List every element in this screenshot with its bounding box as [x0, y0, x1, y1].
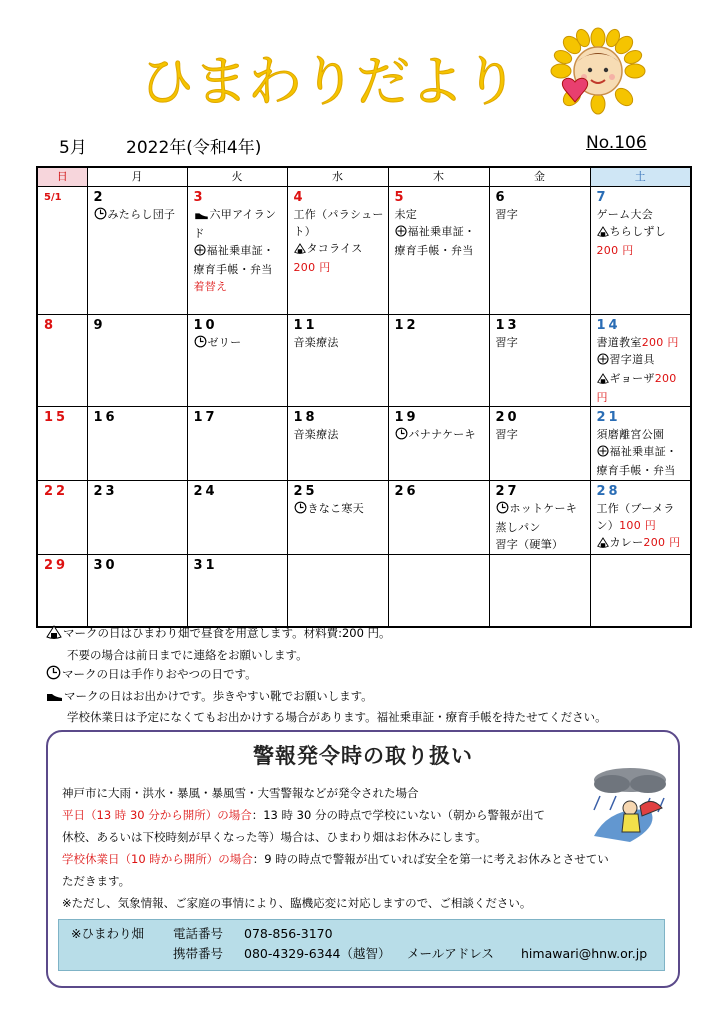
warning-holiday-cont: ただきます。 — [62, 874, 131, 888]
calendar-week-row — [37, 187, 691, 315]
calendar-date: 9 — [93, 318, 106, 333]
weekday-sun: 日 — [37, 167, 87, 187]
weekday-mon: 月 — [87, 167, 187, 187]
calendar-day-cell — [489, 187, 590, 315]
welfare-mark-icon — [194, 244, 206, 261]
calendar-date: 22 — [44, 484, 69, 499]
calendar-date: 21 — [596, 410, 621, 425]
calendar-date: 13 — [495, 318, 520, 333]
calendar-day-cell — [590, 555, 691, 627]
warning-weekday-cont: 休校、あるいは下校時刻が早くなった等）場合は、ひまわり畑はお休みにします。 — [62, 830, 487, 844]
warning-note: ※ただし、気象情報、ご家庭の事情により、臨機応変に対応しますので、ご相談ください。 — [62, 896, 532, 910]
calendar-date: 27 — [495, 484, 520, 499]
calendar-event: タコライス — [294, 240, 385, 259]
calendar-date: 24 — [193, 484, 218, 499]
weekday-wed: 水 — [287, 167, 388, 187]
warning-title: 警報発令時の取り扱い — [253, 744, 473, 768]
contact-panel — [58, 919, 665, 971]
calendar-week-row — [37, 315, 691, 407]
calendar-day-cell — [489, 407, 590, 481]
calendar-week-row — [37, 407, 691, 481]
calendar-day-cell — [388, 481, 489, 555]
calendar-date: 2 — [93, 190, 106, 205]
calendar-day-cell — [187, 555, 287, 627]
calendar-date: 18 — [293, 410, 318, 425]
legend-lunch: マークの日はひまわり畑で昼食を用意します。材料費:200 円。 — [46, 624, 696, 646]
calendar-event: 六甲アイランド — [193, 208, 277, 240]
legend-outing: マークの日はお出かけです。歩きやすい靴でお願いします。 — [46, 687, 696, 709]
calendar-day-cell — [37, 555, 87, 627]
weekday-fri: 金 — [489, 167, 590, 187]
legend-snack: マークの日は手作りおやつの日です。 — [46, 665, 696, 687]
calendar-event: ゼリー — [194, 334, 284, 353]
clock-icon — [94, 207, 107, 225]
calendar-day-cell — [388, 315, 489, 407]
weekday-header-row — [37, 167, 691, 187]
calendar-event: 工作（パラシュート） — [293, 208, 384, 238]
calendar-date: 29 — [44, 558, 69, 573]
calendar-day-cell — [287, 407, 388, 481]
calendar-date: 17 — [193, 410, 218, 425]
warning-weekday: 平日（13 時 30 分から開所）の場合：13 時 30 分の時点で学校にいない（朝から警報が出て — [62, 808, 545, 822]
clock-icon — [194, 335, 207, 353]
calendar-event: 書道教室200 円 — [596, 336, 679, 349]
calendar-day-cell — [287, 555, 388, 627]
clock-icon — [496, 501, 509, 519]
clock-icon — [46, 665, 61, 687]
calendar-date: 8 — [44, 318, 57, 333]
welfare-mark-icon — [597, 353, 609, 370]
calendar-event: 音楽療法 — [293, 428, 339, 441]
riceball-icon — [294, 242, 306, 259]
calendar-event: みたらし団子 — [94, 206, 184, 225]
calendar-event: 200 円 — [293, 261, 331, 274]
calendar-week-row — [37, 555, 691, 627]
calendar-day-cell — [489, 481, 590, 555]
calendar-day-cell — [287, 315, 388, 407]
calendar-date: 6 — [495, 190, 508, 205]
calendar-event: 工作（ブーメラン）100 円 — [596, 502, 675, 532]
calendar-day-cell — [489, 555, 590, 627]
calendar-day-cell — [87, 481, 187, 555]
calendar-day-cell — [187, 315, 287, 407]
weekday-sat: 土 — [590, 167, 691, 187]
calendar-day-cell — [37, 407, 87, 481]
calendar-event: 福祉乗車証・療育手帳・弁当 — [596, 445, 678, 477]
calendar-day-cell — [388, 407, 489, 481]
calendar-day-cell — [187, 481, 287, 555]
contact-mobile-label: 携帯番号 — [173, 946, 224, 961]
welfare-mark-icon — [395, 225, 407, 242]
riceball-icon — [597, 372, 609, 389]
calendar-date: 30 — [93, 558, 118, 573]
calendar-event: ちらしずし — [597, 223, 688, 242]
calendar-day-cell — [287, 187, 388, 315]
calendar-day-cell — [590, 481, 691, 555]
calendar-event: カレー200 円 — [597, 534, 688, 553]
calendar-event: 福祉乗車証・療育手帳・弁当 — [394, 225, 476, 257]
calendar-date: 7 — [596, 190, 609, 205]
calendar-day-cell — [489, 315, 590, 407]
calendar-day-cell — [87, 407, 187, 481]
calendar-day-cell — [87, 315, 187, 407]
calendar-event: ゲーム大会 — [596, 208, 653, 221]
calendar-date: 31 — [193, 558, 218, 573]
calendar-day-cell — [37, 315, 87, 407]
calendar-day-cell — [590, 407, 691, 481]
shoe-icon — [46, 689, 63, 709]
calendar-day-cell — [87, 555, 187, 627]
contact-mobile: 080-4329-6344（越智） — [244, 946, 391, 961]
calendar-event: ギョーザ200 円 — [596, 372, 677, 404]
calendar-table — [36, 166, 692, 628]
calendar-day-cell — [287, 481, 388, 555]
calendar-day-cell — [37, 481, 87, 555]
calendar-event: 200 円 — [596, 244, 634, 257]
contact-phone-label: 電話番号 — [173, 926, 224, 941]
calendar-date: 14 — [596, 318, 621, 333]
shoe-icon — [194, 208, 209, 225]
calendar-event: 習字 — [495, 428, 519, 441]
calendar-day-cell — [388, 555, 489, 627]
riceball-icon — [46, 625, 62, 646]
storm-illustration-icon — [590, 766, 672, 848]
calendar-day-cell — [590, 315, 691, 407]
legend-notes — [46, 624, 696, 728]
newsletter-title — [140, 40, 518, 120]
calendar-date: 25 — [293, 484, 318, 499]
calendar-event: ホットケーキ蒸しパン — [495, 502, 578, 534]
calendar-event: 習字（硬筆） — [495, 538, 564, 551]
riceball-icon — [597, 225, 609, 242]
calendar-date: 20 — [495, 410, 520, 425]
calendar-event: 習字道具 — [597, 351, 688, 370]
calendar-date: 15 — [44, 410, 69, 425]
clock-icon — [395, 427, 408, 445]
warning-holiday: 学校休業日（10 時から開所）の場合：9 時の時点で警報が出ていれば安全を第一に考えお休みとさせてい — [62, 852, 609, 866]
legend-lunch-note: 不要の場合は前日までに連絡をお願いします。 — [67, 647, 308, 662]
calendar-date: 5 — [394, 190, 407, 205]
calendar-event: 未定 — [394, 208, 418, 221]
calendar-event: 福祉乗車証・療育手帳・弁当 — [193, 244, 275, 276]
issue-number: No.106 — [586, 133, 647, 153]
month-label: 5月 — [59, 138, 87, 158]
warning-intro: 神戸市に大雨・洪水・暴風・暴風雪・大雪警報などが発令された場合 — [62, 786, 419, 800]
calendar-date: 5/1 — [44, 192, 62, 203]
calendar-day-cell — [388, 187, 489, 315]
calendar-day-cell — [87, 187, 187, 315]
calendar-date: 28 — [596, 484, 621, 499]
calendar-event: 音楽療法 — [293, 336, 339, 349]
weekday-thu: 木 — [388, 167, 489, 187]
clock-icon — [294, 501, 307, 519]
title-text: ひまわりだより — [140, 50, 518, 113]
calendar-date: 26 — [394, 484, 419, 499]
calendar-date: 16 — [93, 410, 118, 425]
calendar-day-cell — [590, 187, 691, 315]
contact-email-label: メールアドレス — [407, 946, 494, 961]
calendar-date: 11 — [293, 318, 318, 333]
calendar-day-cell — [37, 187, 87, 315]
welfare-mark-icon — [597, 445, 609, 462]
contact-email[interactable]: himawari@hnw.or.jp — [521, 946, 648, 961]
calendar-date: 3 — [193, 190, 206, 205]
calendar-event: きなこ寒天 — [294, 500, 385, 519]
calendar-date: 23 — [93, 484, 118, 499]
calendar-event: 習字 — [495, 208, 519, 221]
calendar-event: 習字 — [495, 336, 519, 349]
calendar-date: 19 — [394, 410, 419, 425]
calendar-day-cell — [187, 187, 287, 315]
riceball-icon — [597, 536, 609, 553]
contact-name: ※ひまわり畑 — [71, 926, 144, 941]
contact-phone: 078-856-3170 — [244, 926, 333, 941]
sunflower-mascot-icon — [553, 30, 643, 112]
calendar-week-row — [37, 481, 691, 555]
weekday-tue: 火 — [187, 167, 287, 187]
warning-box — [46, 730, 680, 988]
calendar-date: 10 — [193, 318, 218, 333]
calendar-event: 須磨離宮公園 — [596, 428, 665, 441]
calendar-date: 4 — [293, 190, 306, 205]
calendar-date: 12 — [394, 318, 419, 333]
calendar-event: バナナケーキ — [395, 426, 486, 445]
legend-outing-note: 学校休業日は予定になくてもお出かけする場合があります。福祉乗車証・療育手帳を持たせてください。 — [67, 710, 607, 724]
calendar-day-cell — [187, 407, 287, 481]
calendar-event: 着替え — [193, 280, 228, 293]
year-label: 2022年(令和4年) — [126, 138, 262, 158]
